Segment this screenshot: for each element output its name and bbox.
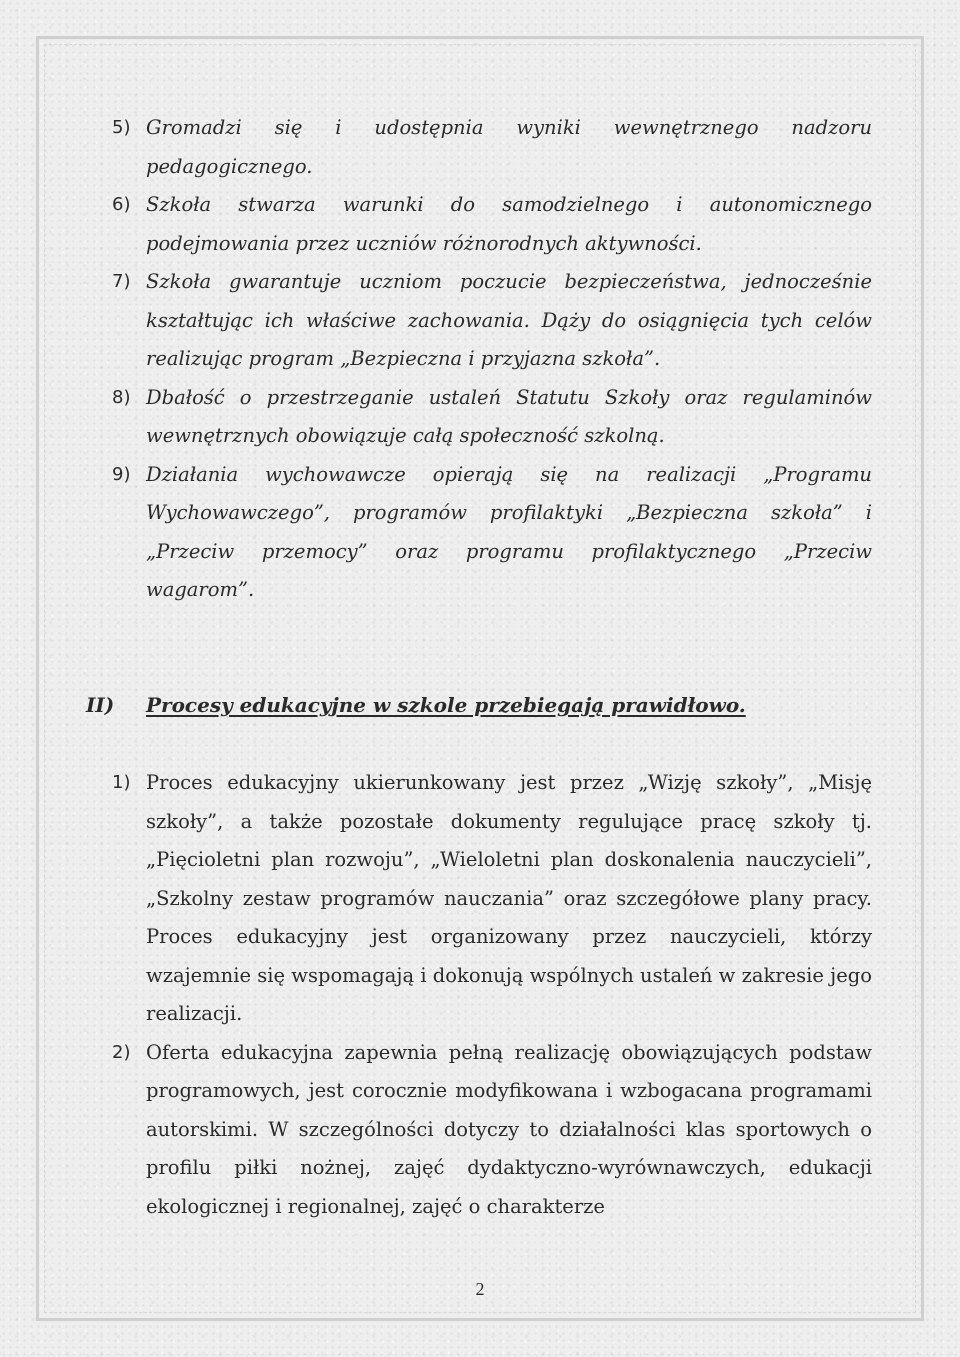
list-item-2 bbox=[112, 1034, 872, 1227]
list-text: Gromadzi się i udostępnia wyniki wewnętrznego nadzoru pedagogicznego. bbox=[146, 116, 872, 178]
list-item-5 bbox=[112, 109, 872, 186]
list-number: 1) bbox=[112, 772, 131, 793]
section-heading bbox=[86, 688, 886, 722]
section-number: II) bbox=[86, 693, 115, 717]
list-text: Dbałość o przestrzeganie ustaleń Statutu Szkoły oraz regulaminów wewnętrznych obowiązuje całą społeczność szkolną. bbox=[146, 385, 872, 447]
section1-list bbox=[112, 109, 872, 610]
list-number: 7) bbox=[112, 271, 131, 292]
list-item-7 bbox=[112, 263, 872, 379]
list-item-1 bbox=[112, 764, 872, 1034]
list-item-8 bbox=[112, 379, 872, 456]
list-text: Oferta edukacyjna zapewnia pełną realizację obowiązujących podstaw programowych, jest corocznie modyfikowana i wzbogacana programami autorskimi. W szczególności dotyczy to działalności klas sportowych o profilu piłki nożnej, zajęć dydaktyczno-wyrównawczych, edukacji ekologicznej i regionalnej, zajęć o charakterze bbox=[146, 1040, 872, 1218]
list-number: 6) bbox=[112, 194, 131, 215]
list-number: 5) bbox=[112, 117, 131, 138]
list-text: Szkoła gwarantuje uczniom poczucie bezpieczeństwa, jednocześnie kształtując ich właściwe zachowania. Dąży do osiągnięcia tych celów realizując program „Bezpieczna i przyjazna szkoła”. bbox=[146, 270, 872, 370]
list-number: 9) bbox=[112, 463, 131, 485]
list-item-6 bbox=[112, 186, 872, 263]
section2-list bbox=[112, 764, 872, 1226]
list-text: Proces edukacyjny ukierunkowany jest przez „Wizję szkoły”, „Misję szkoły”, a także pozostałe dokumenty regulujące pracę szkoły tj. „Pięcioletni plan rozwoju”, „Wieloletni plan doskonalenia nauczycieli”, „Szkolny zestaw programów nauczania” oraz szczegółowe plany pracy. Proces edukacyjny jest organizowany przez nauczycieli, którzy wzajemnie się wspomagają i dokonują wspólnych ustaleń w zakresie jego realizacji. bbox=[146, 771, 872, 1025]
list-item-9 bbox=[112, 456, 872, 610]
list-text: Działania wychowawcze opierają się na realizacji „Programu Wychowawczego”, programów profilaktyki „Bezpieczna szkoła” i „Przeciw przemocy” oraz programu profilaktycznego „Przeciw wagarom”. bbox=[146, 462, 872, 601]
section-title: Procesy edukacyjne w szkole przebiegają prawidłowo. bbox=[146, 693, 746, 717]
list-text: Szkoła stwarza warunki do samodzielnego i autonomicznego podejmowania przez uczniów różnorodnych aktywności. bbox=[146, 193, 872, 255]
list-number: 8) bbox=[112, 386, 131, 408]
page-number: 2 bbox=[475, 1279, 485, 1299]
list-number: 2) bbox=[112, 1041, 131, 1063]
